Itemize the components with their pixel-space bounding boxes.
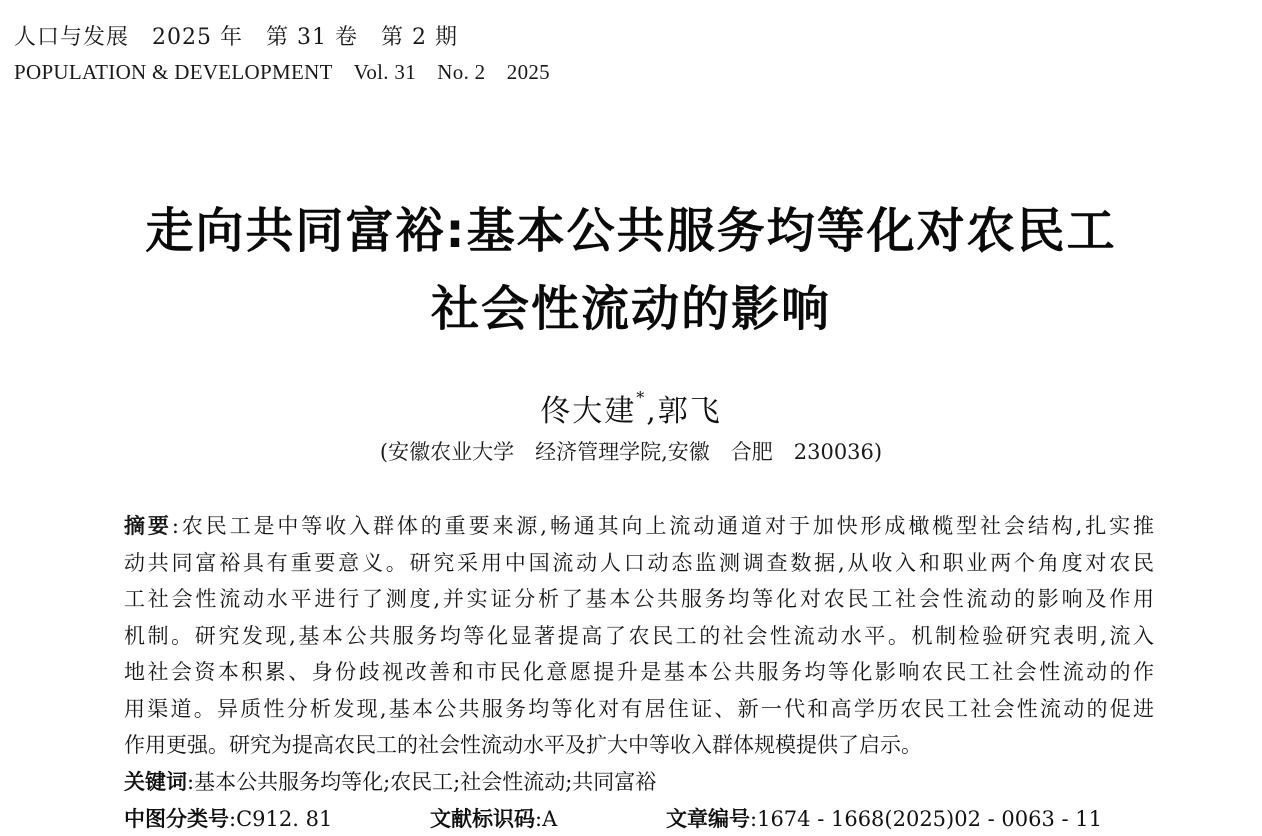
article-number-colon: :: [750, 807, 758, 831]
abstract-line: 用渠道。异质性分析发现,基本公共服务均等化对有居住证、新一代和高学历农民工社会性流动的促进: [124, 696, 1154, 721]
keywords-label: 关键词: [124, 770, 187, 794]
abstract-line: 机制。研究发现,基本公共服务均等化显著提高了农民工的社会性流动水平。机制检验研究表明,流入: [124, 623, 1154, 648]
clc-value: C912. 81: [236, 807, 333, 831]
author-name: 佟大建: [540, 394, 637, 429]
article-title-line-1: 走向共同富裕:基本公共服务均等化对农民工: [145, 203, 1117, 259]
keywords-colon: :: [187, 770, 195, 794]
author-name: 郭飞: [657, 394, 722, 429]
abstract-line: 作用更强。研究为提高农民工的社会性流动水平及扩大中等收入群体规模提供了启示。: [124, 733, 922, 757]
abstract-label-colon: :: [171, 514, 179, 538]
abstract-text: 农民工是中等收入群体的重要来源,畅通其向上流动通道对于加快形成橄榄型社会结构,扎实推: [178, 514, 1154, 538]
clc-label: 中图分类号: [124, 807, 229, 831]
article-number-label: 文章编号: [666, 807, 750, 831]
document-code: [430, 803, 557, 833]
document-code-value: A: [542, 807, 558, 831]
abstract-line: 地社会资本积累、身份歧视改善和市民化意愿提升是基本公共服务均等化影响农民工社会性流动的作: [124, 660, 1154, 684]
abstract: [124, 508, 1154, 764]
keywords: [124, 766, 656, 796]
article-number-value: 1674 - 1668(2025)02 - 0063 - 11: [757, 807, 1103, 831]
abstract-line: 工社会性流动水平进行了测度,并实证分析了基本公共服务均等化对农民工社会性流动的影响及作用: [124, 587, 1154, 611]
abstract-line: [124, 508, 1154, 545]
author-separator: ,: [646, 394, 658, 429]
clc-number: [124, 803, 332, 833]
corresponding-author-mark: *: [636, 388, 647, 407]
journal-issue-cn: 人口与发展 2025 年 第 31 卷 第 2 期: [14, 25, 458, 50]
keywords-value: 基本公共服务均等化;农民工;社会性流动;共同富裕: [194, 770, 657, 794]
author-affiliation: (安徽农业大学 经济管理学院,安徽 合肥 230036): [379, 440, 883, 464]
abstract-line: 动共同富裕具有重要意义。研究采用中国流动人口动态监测调查数据,从收入和职业两个角度对农民: [124, 550, 1154, 575]
article-number: [666, 803, 1102, 833]
document-code-label: 文献标识码: [430, 807, 535, 831]
document-code-colon: :: [535, 807, 543, 831]
clc-colon: :: [229, 807, 237, 831]
article-title-line-2: 社会性流动的影响: [430, 281, 831, 337]
journal-issue-en: POPULATION & DEVELOPMENT Vol. 31 No. 2 2025: [14, 60, 550, 84]
abstract-label: 摘要: [124, 514, 172, 538]
author-list: [0, 386, 1262, 430]
